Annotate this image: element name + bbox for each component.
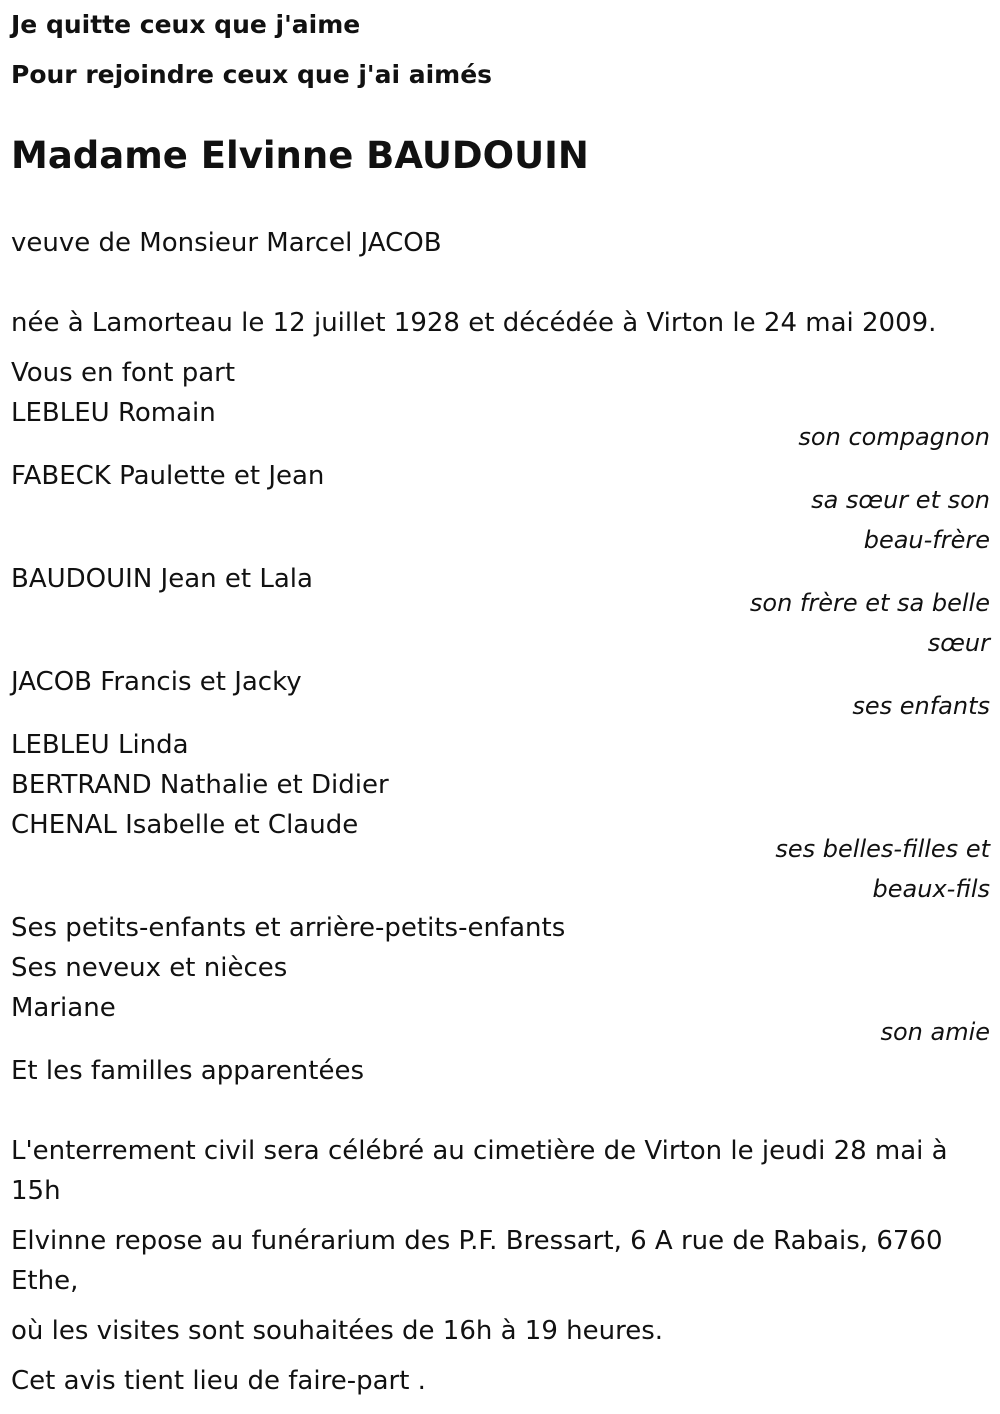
announcer-relation: ses belles-filles et [775,835,990,863]
widow-of-text: veuve de Monsieur Marcel JACOB [11,228,442,258]
announcer-relation: sa sœur et son [811,486,990,514]
announcer-relation: beau-frère [863,526,990,554]
grandchildren-text: Ses petits-enfants et arrière-petits-enfants [11,913,566,943]
burial-text: L'enterrement civil sera célébré au cimetière de Virton le jeudi 28 mai à 15h [11,1136,948,1206]
friend-relation: son amie [880,1018,990,1046]
announcer-relation: son frère et sa belle [749,589,990,617]
families-text: Et les familles apparentées [11,1056,365,1086]
epitaph-line-1: Je quitte ceux que j'aime [11,10,361,39]
announcer-relation: beaux-fils [872,875,990,903]
announcer-names: CHENAL Isabelle et Claude [11,810,359,840]
announcer-names: BERTRAND Nathalie et Didier [11,770,389,800]
nephews-text: Ses neveux et nièces [11,953,288,983]
announcer-names: BAUDOUIN Jean et Lala [11,564,313,594]
announcer-names: JACOB Francis et Jacky [11,667,302,697]
deceased-name: Madame Elvinne BAUDOUIN [11,134,589,177]
friend-name: Mariane [11,993,116,1023]
announcer-names: LEBLEU Linda [11,730,189,760]
announcers-intro: Vous en font part [11,358,236,388]
announcer-relation: son compagnon [798,423,990,451]
announcer-names: FABECK Paulette et Jean [11,461,325,491]
announcer-names: LEBLEU Romain [11,398,216,428]
visits-text: où les visites sont souhaitées de 16h à 19 heures. [11,1316,664,1346]
announcer-relation: sœur [927,629,990,657]
notice-text: Cet avis tient lieu de faire-part . [11,1366,426,1396]
funerarium-text: Elvinne repose au funérarium des P.F. Bressart, 6 A rue de Rabais, 6760 Ethe, [11,1226,943,1296]
announcer-relation: ses enfants [852,692,990,720]
epitaph-line-2: Pour rejoindre ceux que j'ai aimés [11,60,493,89]
birth-death-text: née à Lamorteau le 12 juillet 1928 et décédée à Virton le 24 mai 2009. [11,308,937,338]
